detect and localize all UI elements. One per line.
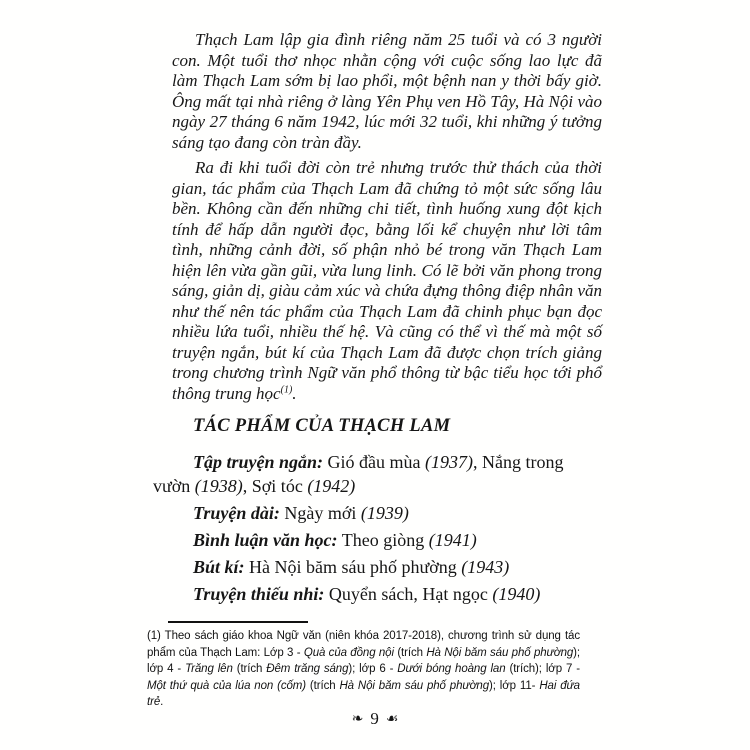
- work-item: [153, 582, 602, 606]
- footnote-marker: (1): [280, 383, 293, 395]
- works-heading: TÁC PHẨM CỦA THẠCH LAM: [193, 416, 451, 436]
- footnote-run: ); lớp 11-: [489, 679, 540, 692]
- footnote-run: ); lớp 4 -: [147, 646, 580, 675]
- text-column: [153, 30, 602, 609]
- works-list: [153, 450, 602, 606]
- works-section: [153, 416, 602, 606]
- page-footer: [0, 710, 750, 727]
- body-text: [172, 30, 602, 404]
- footnote-title-italic: Một thứ quà của lúa non (cốm): [147, 679, 306, 692]
- paragraph-2-text: Ra đi khi tuổi đời còn trẻ nhưng trước thử thách của thời gian, tác phẩm của Thạch Lam đã chứng tỏ một sức sống lâu bền. Không cần đến những chi tiết, tình huống xung đột kịch tính để hấp dẫn người đọc, bằng lối kể chuyện như lời tâm tình, những cảnh đời, số phận nhỏ bé trong văn Thạch Lam hiện lên vừa gần gũi, vừa lung linh. Có lẽ bởi văn phong trong sáng, giản dị, giàu cảm xúc và chứa đựng thông điệp nhân văn như thế nên tác phẩm của Thạch Lam đã chinh phục bạn đọc nhiều lứa tuổi, nhiều thế hệ. Và cũng có thể vì thế mà một số truyện ngắn, bút kí của Thạch Lam đã được chọn trích giảng trong chương trình Ngữ văn phổ thông từ bậc tiểu học tới phổ thông trung học: [172, 158, 602, 403]
- work-category-label: Bút kí:: [193, 557, 245, 577]
- work-item: [153, 555, 602, 579]
- work-year: (1942): [307, 476, 356, 496]
- work-year: (1941): [428, 530, 477, 550]
- work-item: [153, 528, 602, 552]
- work-item: [153, 450, 602, 498]
- footnote-title-italic: Hà Nội băm sáu phố phường: [339, 679, 490, 692]
- paragraph-2: [172, 158, 602, 404]
- work-category-label: Truyện thiếu nhi:: [193, 584, 325, 604]
- floral-ornament-left-icon: ❧: [351, 710, 364, 727]
- page-number: 9: [370, 709, 379, 728]
- work-title: Theo giòng: [341, 530, 429, 550]
- footnote-run: (trích: [232, 663, 267, 675]
- footnote-title-italic: Hai đứa trẻ: [147, 679, 580, 708]
- work-year: (1943): [461, 557, 510, 577]
- work-title: , Sợi tóc: [242, 476, 308, 496]
- work-title: Gió đầu mùa: [327, 452, 426, 472]
- footnote-run: .: [160, 696, 164, 708]
- work-year: (1937): [425, 452, 474, 472]
- footnote: [147, 621, 580, 711]
- footnote-run: (trích: [306, 679, 340, 692]
- footnote-title-italic: Quà của đồng nội: [303, 646, 394, 659]
- paragraph-1: Thạch Lam lập gia đình riêng năm 25 tuổi và có 3 người con. Một tuổi thơ nhọc nhằn cộng với cuộc sống lao lực đã làm Thạch Lam sớm bị lao phổi, một bệnh nan y thời bấy giờ. Ông mất tại nhà riêng ở làng Yên Phụ ven Hồ Tây, Hà Nội vào ngày 27 tháng 6 năm 1942, lúc mới 32 tuổi, khi những ý tưởng sáng tạo đang còn tràn đầy.: [172, 30, 602, 152]
- work-title: Ngày mới: [284, 503, 361, 523]
- paragraph-2-period: .: [292, 383, 297, 403]
- footnote-title-italic: Hà Nội băm sáu phố phường: [426, 646, 574, 659]
- footnote-title-italic: Trăng lên: [185, 663, 233, 675]
- work-category-label: Tập truyện ngắn:: [193, 452, 324, 472]
- work-year: (1940): [492, 584, 541, 604]
- footnote-divider: [168, 621, 308, 623]
- work-year: (1938): [194, 476, 243, 496]
- footnote-title-italic: Đêm trăng sáng: [266, 663, 349, 675]
- footnote-run: (trích: [393, 646, 427, 659]
- work-title: Quyển sách, Hạt ngọc: [328, 584, 493, 604]
- work-title: , Nắng trong vườn: [153, 452, 564, 496]
- footnote-title-italic: Dưới bóng hoàng lan: [397, 663, 506, 675]
- work-title: Hà Nội băm sáu phố phường: [249, 557, 462, 577]
- floral-ornament-right-icon: ☙: [385, 710, 399, 727]
- footnote-run: (trích); lớp 7 -: [505, 663, 580, 675]
- footnote-run: ); lớp 6 -: [348, 663, 398, 675]
- work-year: (1939): [360, 503, 409, 523]
- footnote-run: (1) Theo sách giáo khoa Ngữ văn (niên khóa 2017-2018), chương trình sử dụng tác phẩm của Thạch Lam: Lớp 3 -: [147, 630, 580, 659]
- work-item: [153, 501, 602, 525]
- work-category-label: Bình luận văn học:: [193, 530, 338, 550]
- work-category-label: Truyện dài:: [193, 503, 280, 523]
- footnote-text: [147, 628, 580, 711]
